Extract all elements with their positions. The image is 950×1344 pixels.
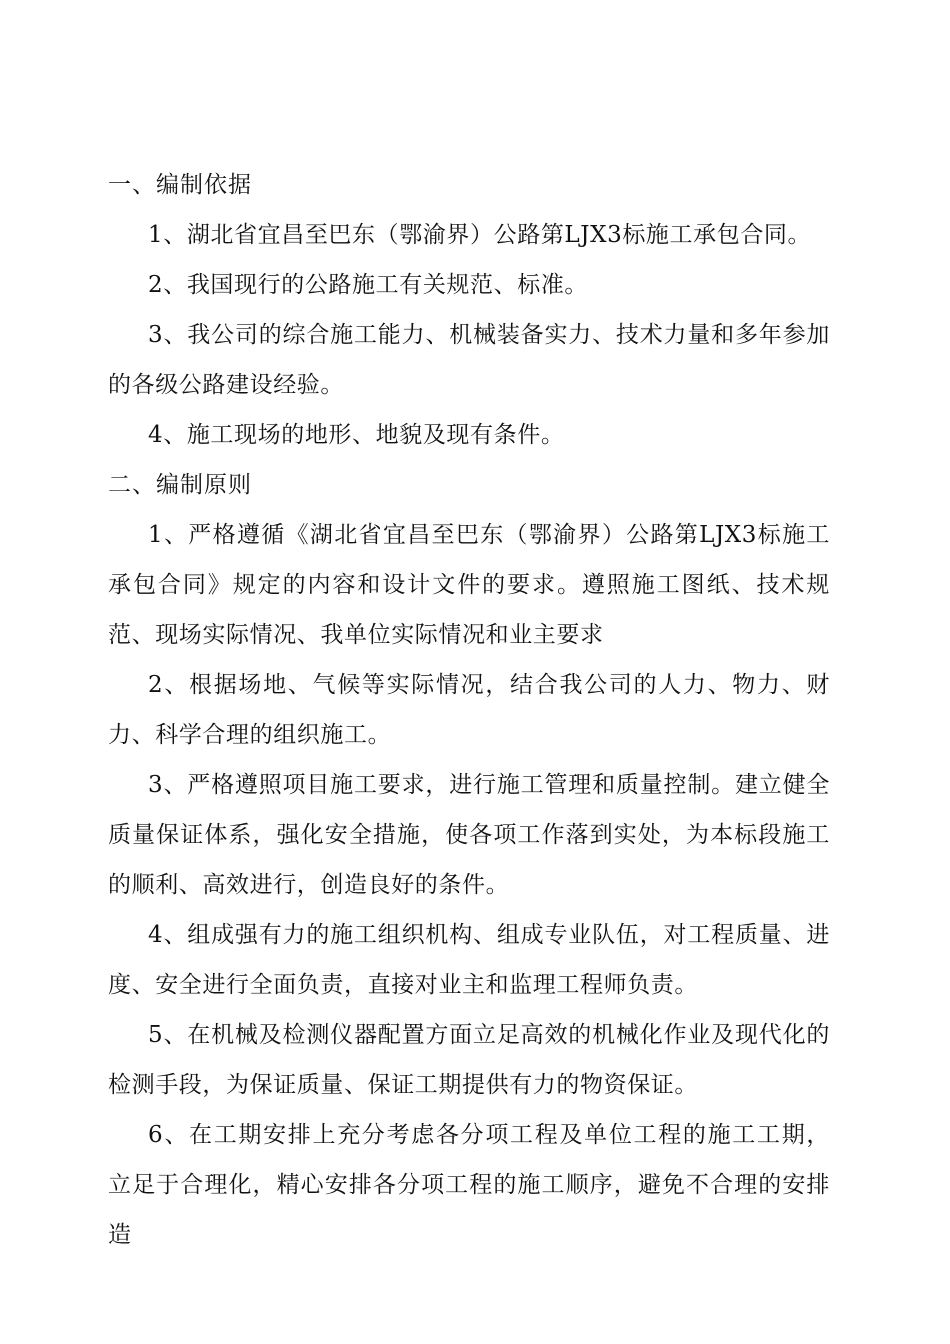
paragraph: 6、在工期安排上充分考虑各分项工程及单位工程的施工工期， 立足于合理化，精心安排各分项工程的施工顺序，避免不合理的安排造 — [108, 1122, 830, 1248]
paragraph: 2、根据场地、气候等实际情况，结合我公司的人力、物力、财力、科学合理的组织施工。 — [108, 672, 830, 748]
paragraph: 5、在机械及检测仪器配置方面立足高效的机械化作业及现代化的检测手段，为保证质量、保证工期提供有力的物资保证。 — [108, 1022, 830, 1098]
paragraph: 3、严格遵照项目施工要求，进行施工管理和质量控制。建立健全质量保证体系，强化安全措施，使各项工作落到实处，为本标段施工的顺利、高效进行，创造良好的条件。 — [108, 772, 830, 898]
paragraph: 3、我公司的综合施工能力、机械装备实力、技术力量和多年参加的各级公路建设经验。 — [108, 322, 830, 398]
paragraph: 1、严格遵循《湖北省宜昌至巴东（鄂渝界）公路第LJX3标施工承包合同》规定的内容和设计文件的要求。遵照施工图纸、技术规范、现场实际情况、我单位实际情况和业主要求 — [108, 522, 830, 648]
paragraph: 1、湖北省宜昌至巴东（鄂渝界）公路第LJX3标施工承包合同。 — [148, 222, 812, 248]
paragraph: 4、组成强有力的施工组织机构、组成专业队伍，对工程质量、进度、安全进行全面负责，直接对业主和监理工程师负责。 — [108, 922, 830, 998]
section-heading-principles: 二、编制原则 — [108, 472, 252, 498]
section-heading-basis: 一、编制依据 — [108, 172, 252, 198]
paragraph: 4、施工现场的地形、地貌及现有条件。 — [148, 422, 565, 448]
document-body — [108, 160, 830, 1260]
paragraph: 2、我国现行的公路施工有关规范、标准。 — [148, 272, 589, 298]
